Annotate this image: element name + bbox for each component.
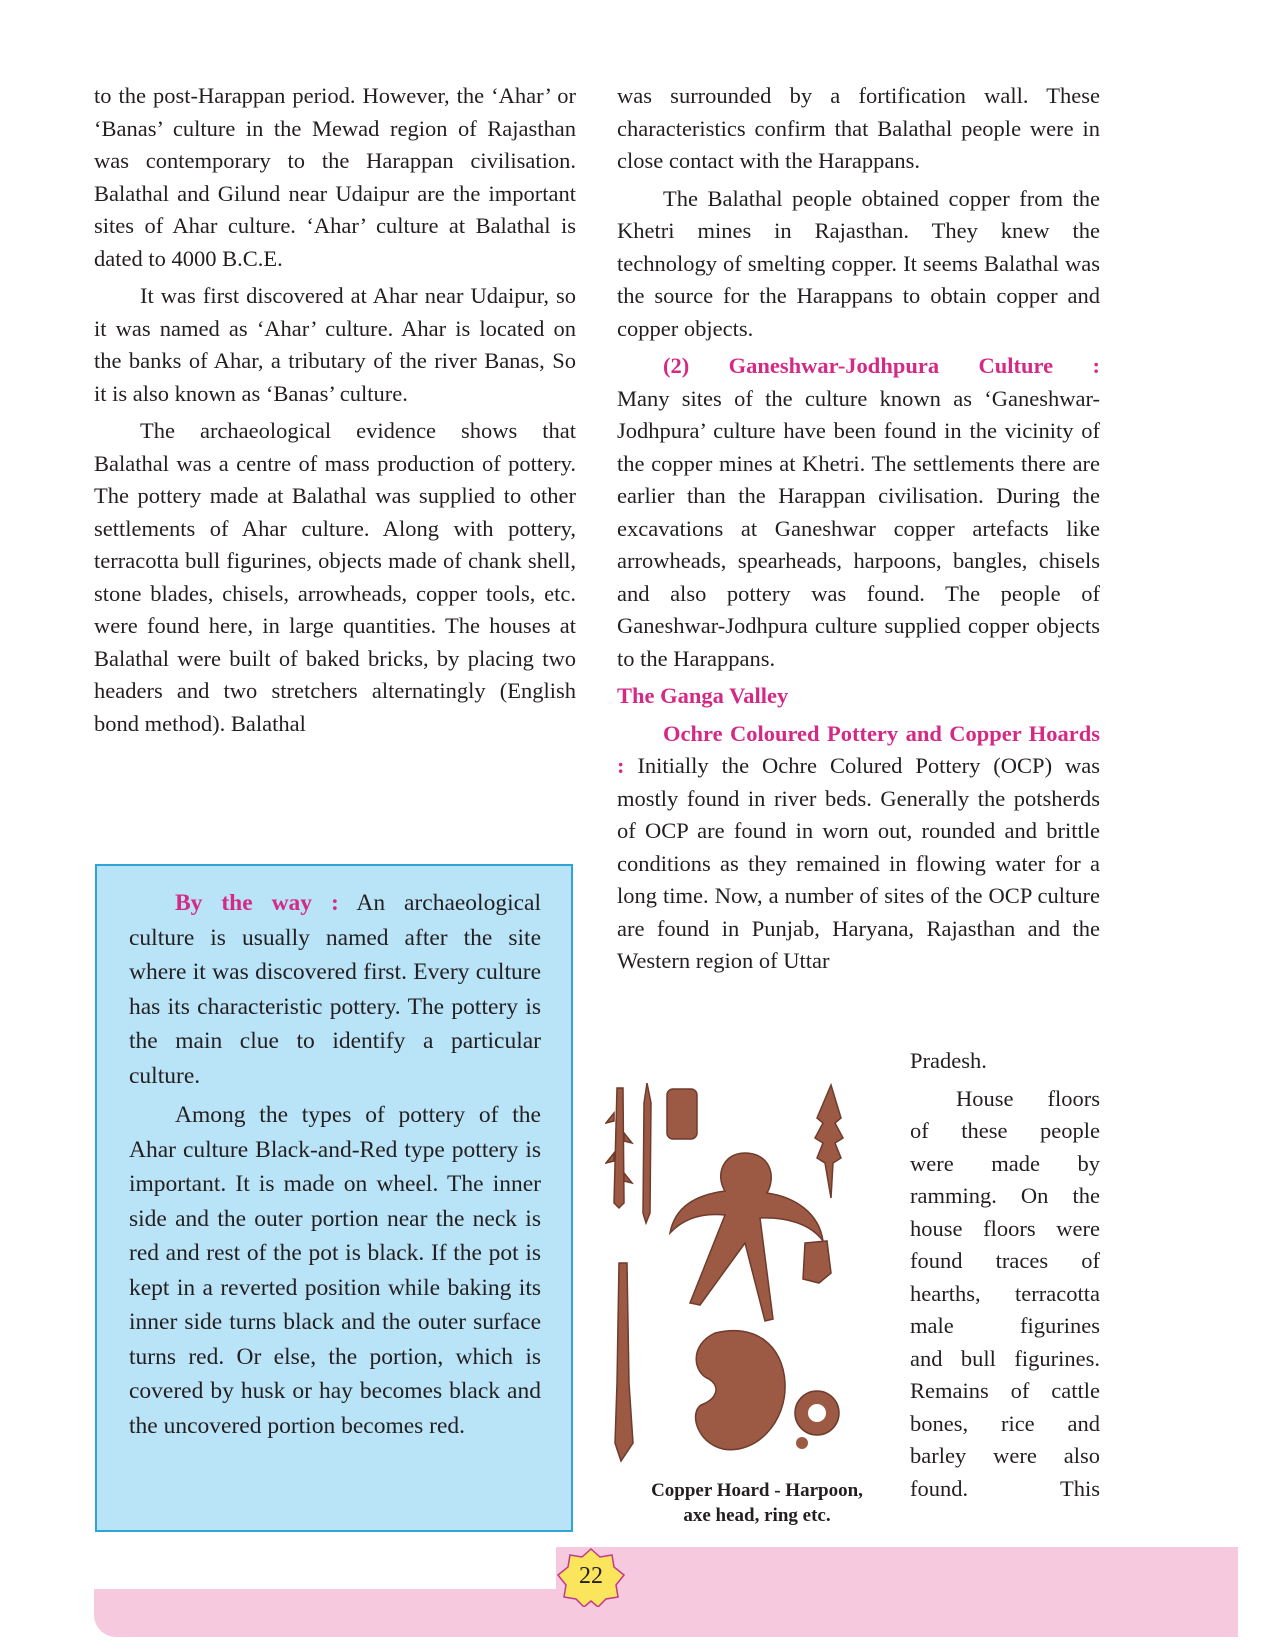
wrap-line: barley were also [910,1443,1100,1468]
page-number-badge [556,1547,626,1607]
ganeshwar-heading: (2) Ganeshwar-Jodhpura Culture : [663,353,1100,378]
copper-fragment-icon [803,1241,831,1283]
arrowhead-icon [815,1085,843,1198]
wrap-line: house floors were [910,1215,1100,1241]
right-paragraph-2: The Balathal people obtained copper from the Khetri mines in Rajasthan. They knew the technology of smelting copper. It seems Balathal was the source for the Harappans to obtain copper and copper objects. [617,185,1100,341]
by-the-way-paragraph-2: Among the types of pottery of the Ahar culture Black-and-Red type pottery is important. It is made on wheel. The inner side and the outer portion near the neck is red and rest of the pot is black. If the pot is kept in a reverted position while baking its inner side turns black and the outer surface turns red. Or else, the portion, which is covered by husk or hay becomes black and the uncovered portion becomes red. [129,1102,541,1439]
ganga-valley-heading: The Ganga Valley [617,683,789,708]
wrap-line: male figurines [910,1313,1100,1338]
wrap-line: found. This [910,1475,1100,1501]
copper-rod-icon [615,1263,633,1461]
caption-line-1: Copper Hoard - Harpoon, [651,1480,863,1501]
wrap-text-column [910,1045,1100,1505]
axe-head-icon [696,1331,786,1450]
anthropomorphic-figure-icon [670,1153,823,1321]
footer-band [94,1547,1238,1637]
right-paragraph-1: was surrounded by a fortification wall. These characteristics confirm that Balathal people were in close contact with the Harappans. [617,83,1100,173]
ocp-paragraph [617,718,1100,978]
left-column [94,80,576,740]
by-the-way-text-1: An archaeological culture is usually named after the site where it was discovered first. Every culture has its characteristic pottery. The pottery is the main clue to identify a particular culture. [129,890,541,1089]
ocp-heading: Ochre Coloured Pottery and Copper Hoards : [617,720,1100,778]
left-paragraph-1: to the post-Harappan period. However, the ‘Ahar’ or ‘Banas’ culture in the Mewad region of Rajasthan was contemporary to the Harappan civilisation. Balathal and Gilund near Udaipur are the important sites of Ahar culture. ‘Ahar’ culture at Balathal is dated to 4000 B.C.E. [94,83,576,271]
wrap-line: hearths, terracotta [910,1280,1100,1306]
left-paragraph-3: The archaeological evidence shows that Balathal was a centre of mass production of pottery. The pottery made at Balathal was supplied to other settlements of Ahar culture. Along with pottery, terracotta bull figurines, objects made of chank shell, stone blades, chisels, arrowheads, copper tools, etc. were found here, in large quantities. The houses at Balathal were built of baked bricks, by placing two headers and two stretchers alternatingly (English bond method). Balathal [94,418,576,736]
by-the-way-label: By the way : [175,890,339,916]
wrap-pradesh: Pradesh. [910,1048,987,1073]
wrap-line: were made by [910,1150,1100,1176]
ocp-text: Initially the Ochre Colured Pottery (OCP) was mostly found in river beds. Generally the potsherds of OCP are found in worn out, rounded and brittle conditions as they remained in flowing water for a long time. Now, a number of sites of the OCP culture are found in Punjab, Haryana, Rajasthan and the Western region of Uttar [617,753,1100,973]
spear-icon [643,1083,651,1223]
wrap-paragraph [910,1083,1100,1506]
ganeshwar-heading-paragraph [617,350,1100,383]
wrap-line: found traces of [910,1248,1100,1273]
copper-cylinder-icon [667,1089,697,1139]
by-the-way-box [95,864,573,1532]
left-paragraph-2: It was first discovered at Ahar near Udaipur, so it was named as ‘Ahar’ culture. Ahar is located on the banks of Ahar, a tributary of the river Banas, So it is also known as ‘Banas’ culture. [94,283,576,406]
wrap-line: and bull figurines. [910,1345,1100,1371]
figure-caption [612,1478,902,1528]
ganeshwar-paragraph: Many sites of the culture known as ‘Ganeshwar-Jodhpura’ culture have been found in the vicinity of the copper mines at Khetri. The settlements there are earlier than the Harappan civilisation. During the excavations at Ganeshwar copper artefacts like arrowheads, spearheads, harpoons, bangles, chisels and also pottery was found. The people of Ganeshwar-Jodhpura culture supplied copper objects to the Harappans. [617,385,1100,671]
wrap-line: bones, rice and [910,1410,1100,1436]
by-the-way-paragraph-1 [129,886,541,1093]
copper-hoard-illustration [605,1083,885,1473]
page-number: 22 [579,1563,603,1589]
wrap-line: Remains of cattle [910,1378,1100,1403]
wrap-line: ramming. On the [910,1183,1100,1208]
wrap-line: House floors [956,1085,1100,1111]
caption-line-2: axe head, ring etc. [683,1505,831,1526]
harpoon-left-icon [606,1088,632,1208]
wrap-line: of these people [910,1118,1100,1143]
right-column [617,80,1100,978]
